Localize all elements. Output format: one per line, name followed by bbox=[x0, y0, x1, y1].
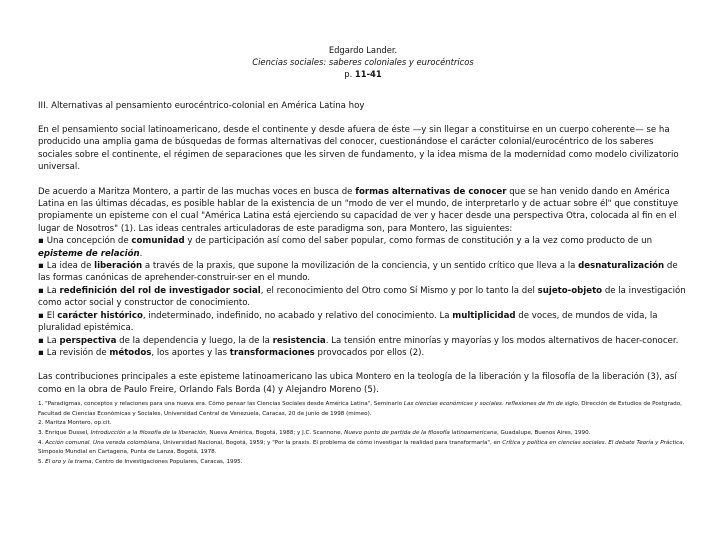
footnote-title: Las ciencias económicas y sociales. reflexiones de fin de siglo bbox=[403, 401, 578, 408]
para2-text-a: De acuerdo a Maritza Montero, a partir de las muchas voces en busca de bbox=[38, 186, 356, 197]
para2-text-c: que se han venido dando en América Latina en las últimas décadas, es posible hablar de la existencia de un "modo de ver el mundo, de interpretarlo y de actuar sobre él" que constituye propiamente un episteme con el cual "América Latina está ejerciendo su capacidad de ver y hacer desde una perspectiva Otra, colocada al fin en el lugar de Nosotros" (1). Las ideas centrales articuladoras de este paradigma son, para Montero, las siguientes: bbox=[38, 186, 679, 234]
footnote-text: , Universidad Nacional, Bogotá, 1959; y "Por la praxis. El problema de cómo investigar la realidad para transformarla", en bbox=[159, 439, 503, 446]
bullet-emphasis: perspectiva bbox=[59, 335, 117, 346]
bullet-icon: ▪ bbox=[38, 236, 44, 247]
footnote-text: 1. "Paradigmas, conceptos y relaciones para una nueva era. Cómo pensar las Ciencias Sociales desde América Latina", Seminario bbox=[38, 401, 404, 408]
bullet-icon: ▪ bbox=[38, 310, 44, 321]
pages-line bbox=[38, 68, 688, 80]
bullet-emphasis: multiplicidad bbox=[452, 310, 516, 321]
bullet-icon: ▪ bbox=[38, 261, 44, 272]
footnote-text: 5. bbox=[38, 458, 46, 465]
section-heading: III. Alternativas al pensamiento eurocéntrico-colonial en América Latina hoy bbox=[38, 101, 365, 111]
footnote-title: El oro y la trama bbox=[45, 458, 92, 465]
pages-prefix: p. bbox=[344, 69, 353, 79]
footnote-text: , Centro de Investigaciones Populares, Caracas, 1995. bbox=[91, 458, 243, 465]
footnote-3 bbox=[38, 429, 688, 439]
bullet-text: a través de la praxis, que supone la movilización de la conciencia, y un sentido crítico que lleva a la bbox=[142, 261, 579, 272]
paragraph-3: Las contribuciones principales a este episteme latinoamericano las ubica Montero en la teología de la liberación y la filosofía de la liberación (3), así como en la obra de Paulo Freire, Orlando Fals Borda (4) y Alejandro Moreno (5). bbox=[38, 372, 677, 395]
footnote-text: , Guadalupe, Buenos Aires, 1990. bbox=[496, 429, 591, 436]
bullet-text: La revisión de bbox=[46, 347, 110, 358]
bullet-emphasis: redefinición del rol de investigador social bbox=[59, 285, 261, 296]
list-item bbox=[38, 260, 688, 285]
document-page bbox=[38, 44, 688, 467]
list-item bbox=[38, 235, 688, 260]
footnote-title: Introducción a la filosofía de la liberación bbox=[90, 429, 206, 436]
bullet-text: La bbox=[46, 285, 60, 296]
list-item bbox=[38, 335, 688, 347]
footnote-text: , Simposio Mundial en Cartagena, Punta de Lanza, Bogotá, 1978. bbox=[38, 439, 685, 456]
bullet-text: de las formas canónicas de aprehender-construir-ser en el mundo. bbox=[38, 261, 678, 284]
bullet-emphasis: carácter histórico bbox=[57, 310, 143, 321]
author-line: Edgardo Lander. bbox=[328, 45, 398, 55]
footnote-title: Crítica y política en ciencias sociales. El debate Teoría y Práctica bbox=[502, 439, 683, 446]
footnote-text: 4. bbox=[38, 439, 46, 446]
paragraph-1: En el pensamiento social latinoamericano, desde el continente y desde afuera de éste —y sin llegar a constituirse en un cuerpo coherente— se ha producido una amplia gama de búsquedas de formas alternativas del conocer, cuestionándose el carácter colonial/eurocéntrico de los saberes sociales sobre el continente, el régimen de separaciones que les sirven de fundamento, y la idea misma de la modernidad como modelo civilizatorio universal. bbox=[38, 125, 679, 173]
list-item bbox=[38, 310, 688, 335]
bullet-text: , los aportes y las bbox=[151, 347, 230, 358]
bullet-text: de la investigación como actor social y constructor de conocimiento. bbox=[38, 285, 686, 309]
footnotes bbox=[38, 400, 688, 467]
bullet-icon: ▪ bbox=[38, 347, 44, 358]
document-header bbox=[38, 44, 688, 80]
bullet-text: El bbox=[46, 310, 58, 321]
bullet-text: y de participación así como del saber popular, como formas de constitución y a la vez como producto de un bbox=[184, 236, 653, 247]
footnote-text: 3. Enrique Dussel, bbox=[38, 429, 91, 436]
footnote-1 bbox=[38, 400, 688, 419]
bullet-emphasis: métodos bbox=[109, 347, 152, 358]
bullet-text: , indeterminado, indefinido, no acabado y relativo del conocimiento. La bbox=[142, 310, 453, 321]
footnote-title: Acción comunal. Una vereda colombiana bbox=[45, 439, 160, 446]
bullet-text: provocados por ellos (2). bbox=[314, 347, 425, 358]
bullet-text: . bbox=[139, 248, 143, 259]
footnote-title: Nuevo punto de partida de la filosofía latinoamericana bbox=[344, 429, 497, 436]
list-item bbox=[38, 285, 688, 310]
footnote-text: , Nueva América, Bogotá, 1988; y J.C. Scannone, bbox=[205, 429, 345, 436]
bullet-emphasis: liberación bbox=[94, 261, 143, 272]
footnote-2: 2. Maritza Montero, op.cit. bbox=[38, 420, 112, 427]
para2-emphasis: formas alternativas de conocer bbox=[355, 186, 507, 197]
paragraph-2 bbox=[38, 186, 688, 236]
bullet-emphasis: desnaturalización bbox=[578, 261, 665, 272]
bullet-text: de la dependencia y luego, la de la bbox=[116, 335, 273, 346]
list-item bbox=[38, 347, 688, 359]
bullet-text: La bbox=[46, 335, 60, 346]
bullet-text: . La tensión entre minorías y mayorías y los modos alternativos de hacer-conocer. bbox=[325, 335, 679, 346]
footnote-text: , Dirección de Estudios de Postgrado, Facultad de Ciencias Económicas y Sociales, Universidad Central de Venezuela, Caracas, 20 de junio de 1998 (mimeo). bbox=[38, 401, 682, 417]
bullet-list bbox=[38, 235, 688, 359]
subtitle-line: Ciencias sociales: saberes coloniales y eurocéntricos bbox=[252, 57, 474, 67]
bullet-emphasis: resistencia bbox=[272, 335, 326, 346]
bullet-icon: ▪ bbox=[38, 285, 44, 296]
bullet-emphasis: episteme de relación bbox=[38, 248, 140, 259]
footnote-5 bbox=[38, 458, 688, 468]
bullet-emphasis: sujeto-objeto bbox=[537, 285, 603, 296]
bullet-text: de voces, de mundos de vida, la pluralidad epistémica. bbox=[38, 310, 658, 334]
bullet-emphasis: comunidad bbox=[131, 236, 185, 247]
pages-range: 11-41 bbox=[354, 69, 382, 79]
bullet-icon: ▪ bbox=[38, 335, 44, 346]
bullet-text: , el reconocimiento del Otro como Sí Mismo y por lo tanto la del bbox=[260, 285, 538, 296]
footnote-4 bbox=[38, 439, 688, 458]
bullet-text: Una concepción de bbox=[46, 236, 132, 247]
bullet-text: La idea de bbox=[46, 261, 95, 272]
bullet-emphasis: transformaciones bbox=[229, 347, 315, 358]
